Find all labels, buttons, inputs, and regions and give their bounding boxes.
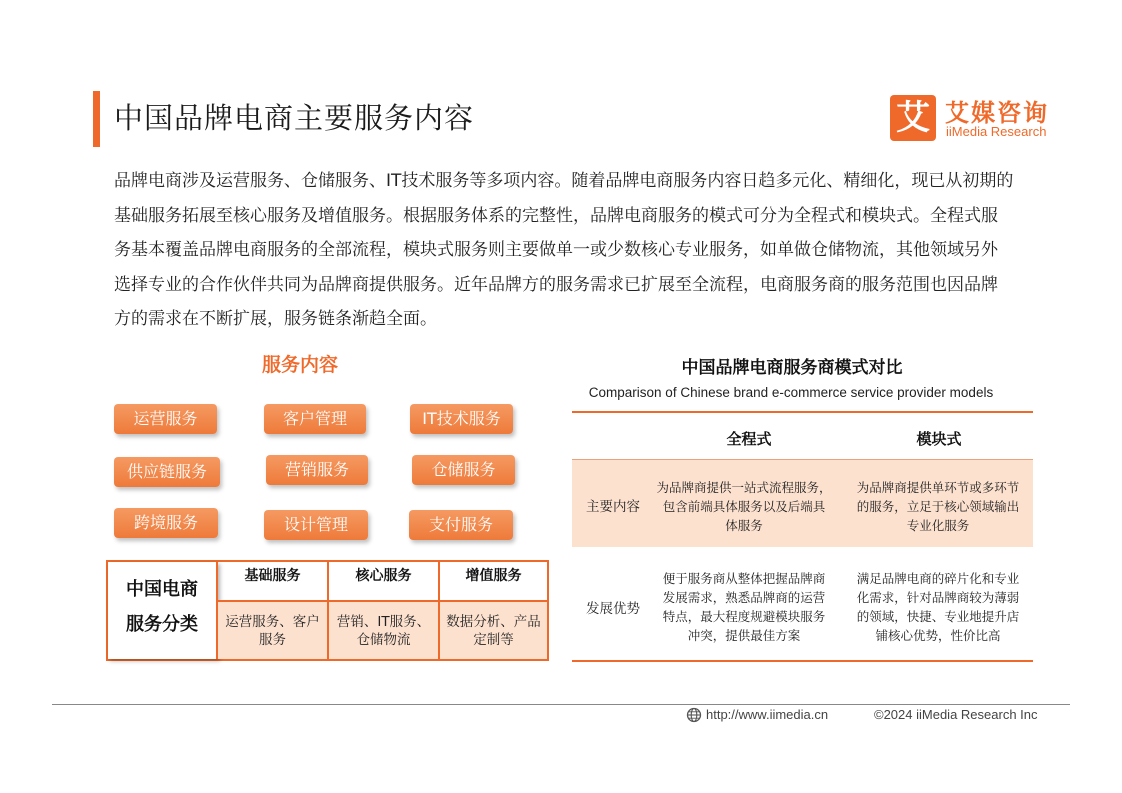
service-chip: 营销服务 — [266, 455, 368, 485]
intro-paragraph: 品牌电商涉及运营服务、仓储服务、IT技术服务等多项内容。随着品牌电商服务内容日趋多元化、精细化，现已从初期的基础服务拓展至核心服务及增值服务。根据服务体系的完整性，品牌电商服务的模式可分为全程式和模块式。全程式服务基本覆盖品牌电商服务的全部流程，模块式服务则主要做单一或少数核心专业服务，如单做仓储物流，其他领域另外选择专业的合作伙伴共同为品牌商提供服务。近年品牌方的服务需求已扩展至全流程，电商服务商的服务范围也因品牌方的需求在不断扩展，服务链条渐趋全面。 — [114, 171, 1014, 329]
globe-icon — [686, 707, 702, 723]
comparison-header-module: 模块式 — [916, 430, 962, 448]
cell-line: 化需求，针对品牌商较为薄弱 — [856, 590, 1020, 605]
comparison-title-en: Comparison of Chinese brand e-commerce service provider models — [588, 385, 994, 400]
page-title: 中国品牌电商主要服务内容 — [114, 101, 475, 135]
service-chip: 运营服务 — [114, 404, 217, 434]
classification-header-core: 核心服务 — [355, 568, 412, 584]
service-chip: 供应链服务 — [114, 457, 220, 487]
cell-line: 的服务，立足于核心领域输出 — [856, 499, 1020, 514]
service-classification-table — [106, 560, 549, 661]
logo-name-cn: 艾媒咨询 — [945, 99, 1049, 127]
comparison-title-cn: 中国品牌电商服务商模式对比 — [681, 358, 903, 378]
footer-rule — [52, 704, 1070, 705]
service-chip: 仓储服务 — [412, 455, 515, 485]
comparison-header-full: 全程式 — [726, 430, 772, 448]
classification-cell-value-added: 数据分析、产品定制等 — [440, 602, 547, 659]
cell-line: 特点，最大程度规避模块服务 — [662, 609, 826, 624]
service-chip: 客户管理 — [264, 404, 366, 434]
classification-label-line2: 服务分类 — [126, 614, 198, 635]
cell-line: 满足品牌电商的碎片化和专业 — [856, 571, 1020, 586]
cell-line: 为品牌商提供单环节或多环节 — [856, 480, 1020, 495]
comparison-bottom-rule — [572, 660, 1033, 662]
classification-label — [108, 562, 218, 659]
title-accent-bar — [93, 91, 100, 147]
comparison-cell-full-advantage — [652, 569, 836, 645]
classification-cell-core: 营销、IT服务、仓储物流 — [329, 602, 438, 659]
cell-line: 铺核心优势，性价比高 — [875, 628, 1001, 643]
cell-line: 发展需求，熟悉品牌商的运营 — [662, 590, 826, 605]
classification-label-line1: 中国电商 — [126, 579, 198, 600]
classification-header-value-added: 增值服务 — [465, 568, 522, 584]
service-chip: IT技术服务 — [410, 404, 513, 434]
comparison-top-rule — [572, 411, 1033, 413]
comparison-row-label: 主要内容 — [586, 499, 640, 515]
service-chip: 支付服务 — [409, 510, 513, 540]
cell-line: 便于服务商从整体把握品牌商 — [662, 571, 826, 586]
cell-line: 专业化服务 — [906, 518, 970, 533]
cell-line: 体服务 — [725, 518, 763, 533]
comparison-cell-module-main — [846, 478, 1030, 535]
logo-name-en: iiMedia Research — [946, 124, 1047, 139]
comparison-row-label: 发展优势 — [586, 601, 640, 617]
footer-copyright: ©2024 iiMedia Research Inc — [874, 707, 1038, 722]
comparison-cell-full-main — [652, 478, 836, 535]
footer-url-link[interactable]: http://www.iimedia.cn — [706, 707, 829, 722]
classification-header-basic: 基础服务 — [244, 568, 301, 584]
service-chip: 设计管理 — [264, 510, 368, 540]
services-title: 服务内容 — [262, 354, 339, 376]
cell-line: 为品牌商提供一站式流程服务， — [656, 480, 832, 495]
service-chip: 跨境服务 — [114, 508, 218, 538]
logo-mark-icon: 艾 — [890, 95, 936, 141]
classification-cell-basic: 运营服务、客户服务 — [218, 602, 327, 659]
cell-line: 包含前端具体服务以及后端具 — [662, 499, 826, 514]
comparison-cell-module-advantage — [846, 569, 1030, 645]
brand-logo — [890, 95, 1060, 143]
cell-line: 的领域，快捷、专业地提升店 — [856, 609, 1020, 624]
cell-line: 冲突，提供最佳方案 — [687, 628, 801, 643]
